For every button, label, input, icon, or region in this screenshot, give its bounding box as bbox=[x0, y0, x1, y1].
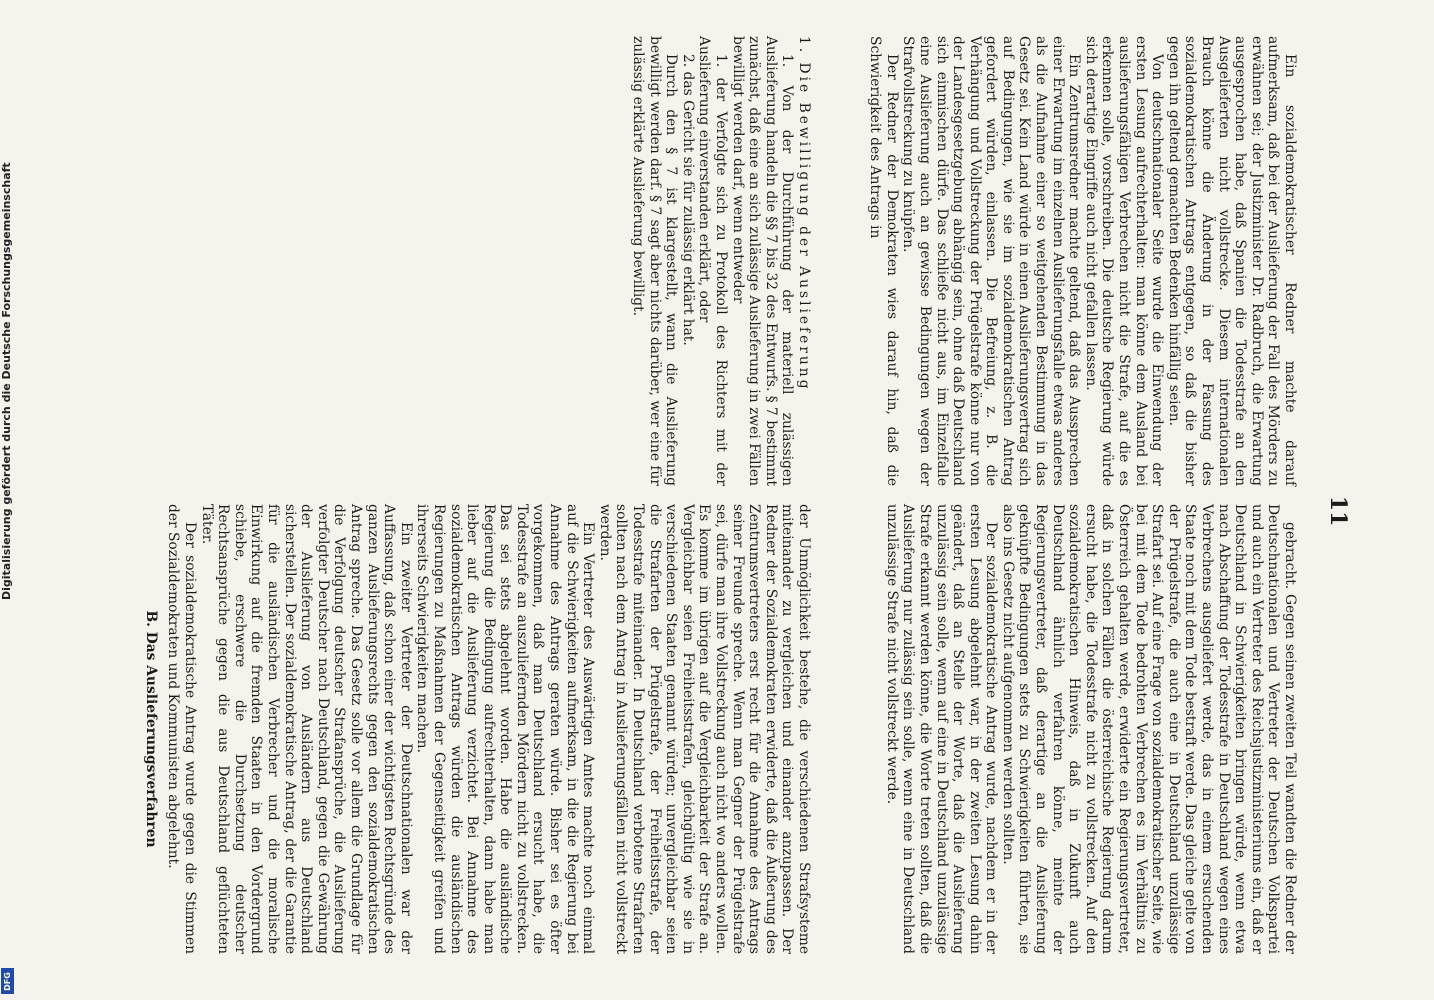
paragraph: Ein Vertreter des Auswärtigen Amtes machte noch einmal auf die Schwierigkeiten aufmerksam, in die die Regierung bei Annahme des Antrags geraten würde. Bisher sei es öfter vorgekommen, daß man Deutschland ersucht habe, die Todesstrafe an auszuliefernden Mördern nicht zu vollstrecken. Das sei stets abgelehnt worden. Habe die ausländische Regierung die Bedingung aufrechterhalten, dann habe man lieber auf die Auslieferung verzichtet. Bei Annahme des sozialdemokratischen Antrags würden die ausländischen Regierungen zu Maßnahmen der Gegenseitigkeit greifen und ihrerseits Schwierigkeiten machen. bbox=[414, 504, 597, 954]
paragraph: der Unmöglichkeit bestehe, die verschiedenen Strafsysteme miteinander zu vergleichen und einander anzupassen. Der Redner der Sozialdemokraten erwiderte, daß die Äußerung des Zentrumsvertreters erst recht für die Annahme des Antrags seiner Freunde spreche. Wenn man Gegner der Prügelstrafe sei, dürfe man ihre Vollstreckung auch nicht wo anders wollen. Es komme im übrigen auf die Vergleichbarkeit der Strafe an. Vergleichbar seien Freiheitsstrafen, gleichgültig wie sie in verschiedenen Staaten genannt würden; unvergleichbar seien die Strafarten der Prügelstrafe, der Freiheitsstrafe, der Todesstrafe miteinander. In Deutschland verbotene Strafarten sollten nach dem Antrag in Auslieferungsfällen nicht vollstreckt werden. bbox=[596, 504, 812, 954]
dfg-logo bbox=[1, 968, 14, 994]
paragraph: Ein zweiter Vertreter der Deutschnationalen war der Auffassung, daß schon einer der wichtigsten Rechtsgründe des ganzen Auslieferungsrechts gegen den sozialdemokratischen Antrag spreche. Das Gesetz solle vor allem die Grundlage für die Verfolgung deutscher Strafansprüche, die Auslieferung verfolgter Deutscher nach Deutschland, gegen die Gewährung der Auslieferung von Ausländern aus Deutschland sicherstellen. Der sozialdemokratische Antrag, der die Garantie für die ausländischen Verbrecher und die moralische Einwirkung auf die fremden Staaten in den Vordergrund schiebe, erschwere die Durchsetzung deutscher Rechtsansprüche gegen die aus Deutschland geflüchteten Täter. bbox=[198, 504, 414, 954]
subsection-heading: 1. Die Bewilligung der Auslieferung bbox=[796, 36, 812, 392]
paragraph: 1. Von der Durchführung der materiell zulässigen Auslieferung handeln die §§ 7 bis 32 des Entwurfs. § 7 bestimmt zunächst, daß eine an sich zulässige Auslieferung in zwei Fällen bewilligt werden darf, wenn entweder bbox=[729, 36, 796, 486]
paragraph: Ein sozialdemokratischer Redner machte darauf aufmerksam, daß bei der Auslieferung der Fall des Mörders zu erwähnen sei; der Justizminister Dr. Radbruch, die Erwartung ausgesprochen habe, daß Spanien die Todesstrafe an den Ausgelieferten nicht vollstrecke. Diesem internationalen Brauch könne die Änderung in der Fassung des sozialdemokratischen Antrags entgegen, so daß die bisher gegen ihn geltend gemachten Bedenken hinfällig seien. bbox=[1165, 36, 1298, 486]
paragraph: Von deutschnationaler Seite wurde die Einwendung der ersten Lesung aufrechterhalten: man könne dem Ausland bei auslieferungsfähigen Verbrechen nicht die Strafe, auf die es erkennen solle, vorschreiben. Die deutsche Regierung würde sich derartige Eingriffe auch nicht gefallen lassen. bbox=[1082, 36, 1166, 486]
text-column-1 bbox=[883, 504, 1298, 954]
logo-text: DFG bbox=[3, 971, 13, 991]
list-item: 1. der Verfolgte sich zu Protokoll des Richters mit der Auslieferung einverstanden erklärt, oder bbox=[696, 36, 730, 486]
section-heading: B. Das Auslieferungsverfahren bbox=[142, 610, 159, 848]
text-column-2 bbox=[867, 36, 1298, 486]
paragraph: Ein Zentrumsredner machte geltend, daß das Aussprechen einer Erwartung im einzelnen Auslieferungsfalle etwas anderes als die Aufnahme einer so weitgehenden Bestimmung in das Gesetz sei. Kein Land würde in einen Auslieferungsvertrag sich auf Bedingungen, wie sie im sozialdemokratischen Antrag gefordert würden, einlassen. Die Befreiung, z. B. die Verhängung und Vollstreckung der Prügelstrafe könne nur von der Landesgesetzgebung abhängig sein, ohne daß Deutschland sich einmischen dürfe. Das schließe nicht aus, im Einzelfalle eine Auslieferung auch an gewisse Bedingungen wegen der Strafvollstreckung zu knüpfen. bbox=[900, 36, 1083, 486]
text-column-4 bbox=[629, 36, 812, 486]
page-number: 11 bbox=[1325, 495, 1351, 527]
paragraph: Der sozialdemokratische Antrag wurde, nachdem er in der ersten Lesung abgelehnt war, in der zweiten Lesung dahin geändert, daß an Stelle der Worte, daß die Auslieferung unzulässig sein solle, wenn auf eine in Deutschland unzulässige Strafe erkannt werden könne, die Worte treten sollten, daß die Auslieferung nur zulässig sein solle, wenn eine in Deutschland unzulässige Strafe nicht vollstreckt werde. bbox=[883, 504, 1000, 954]
footer-note: Digitalisierung gefördert durch die Deutsche Forschungsgemeinschaft bbox=[0, 162, 13, 600]
paragraph: Der Redner der Demokraten wies darauf hin, daß die Schwierigkeit des Antrags in bbox=[867, 36, 900, 486]
paragraph: Der sozialdemokratische Antrag wurde gegen die Stimmen der Sozialdemokraten und Kommunisten abgelehnt. bbox=[165, 504, 199, 954]
list-item: 2. das Gericht sie für zulässig erklärt hat. bbox=[679, 54, 696, 346]
paragraph: Durch den § 7 ist klargestellt, wann die Auslieferung bewilligt werden darf. § 7 sagt aber nichts darüber, wer eine für zulässig erklärte Auslieferung bewilligt. bbox=[630, 36, 680, 486]
paragraph: gebracht. Gegen seinen zweiten Teil wandten die Redner der Deutschnationalen und Vertreter der Deutschen Volkspartei und auch ein Vertreter des Reichsjustizministeriums ein, daß er Deutschland in Schwierigkeiten bringen würde, wenn etwa nach Abschaffung der Todesstrafe in Deutschland wegen eines Verbrechens ausgeliefert werde, das in einem ersuchenden Staate noch mit dem Tode bestraft werde. Das gleiche gelte von der Prügelstrafe, die auch eine in Deutschland unzulässige Strafart sei. Auf eine Frage von sozialdemokratischer Seite, wie bei mit dem Tode bedrohten Verbrechen es im Verhältnis zu Österreich gehalten werde, erwiderte ein Regierungsvertreter, daß in solchen Fällen die österreichische Regierung darum ersucht habe, die Todesstrafe nicht zu vollstrecken. Auf den sozialdemokratischen Hinweis, daß in Zukunft auch Deutschland ähnlich verfahren könne, meinte der Regierungsvertreter, daß derartige an die Auslieferung geknüpfte Bedingungen stets zu Schwierigkeiten führten, sie also ins Gesetz nicht aufgenommen werden sollten. bbox=[999, 504, 1298, 954]
text-column-3 bbox=[138, 504, 812, 954]
